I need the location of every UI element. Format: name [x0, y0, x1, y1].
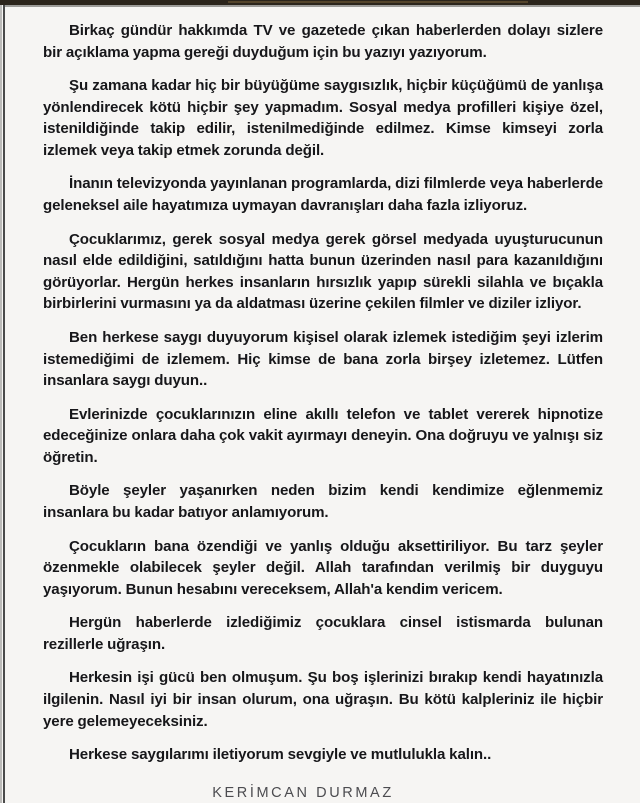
author-signature: KERİMCAN DURMAZ [212, 784, 394, 801]
statement-body [43, 20, 603, 801]
statement-paragraph: Hergün haberlerde izlediğimiz çocuklara cinsel istismarda bulunan rezillerle uğraşın. [43, 614, 603, 653]
scan-top-rule [3, 5, 640, 7]
scan-left-edge-shadow [0, 5, 2, 803]
statement-paragraph: Evlerinizde çocuklarınızın eline akıllı telefon ve tablet vererek hipnotize edeceğinize onlara daha çok vakit ayırmayı deneyin. Ona doğruyu ve yalnışı siz öğretin. [43, 405, 603, 466]
statement-paragraph: Böyle şeyler yaşanırken neden bizim kendi kendimize eğlenmemiz insanlara bu kadar batıyor anlamıyorum. [43, 482, 603, 521]
statement-paragraph: Herkese saygılarımı iletiyorum sevgiyle ve mutlulukla kalın.. [69, 746, 492, 764]
scan-top-edge-highlight [228, 1, 528, 3]
statement-paragraph: İnanın televizyonda yayınlanan programlarda, dizi filmlerde veya haberlerde geleneksel aile hayatımıza uymayan davranışları daha fazla izliyoruz. [43, 175, 603, 215]
statement-paragraph: Ben herkese saygı duyuyorum kişisel olarak izlemek istediğim şeyi izlerim istemediğimi de izlemem. Hiç kimse de bana zorla birşey izletemez. Lütfen insanlara saygı duyun.. [43, 328, 603, 390]
statement-paragraph: Çocuklarımız, gerek sosyal medya gerek görsel medyada uyuşturucunun nasıl elde edildiğini, satıldığını hatta bunun üzerinden nasıl para kazanıldığını görüyorlar. Hergün herkes insanların hırsızlık yapıp sürekli silahla ve bıçakla birbirlerini vurmasını ya da aldatması üzerine çekilen filmler ve diziler izliyor. [43, 230, 603, 313]
statement-paragraph: Şu zamana kadar hiç bir büyüğüme saygısızlık, hiçbir küçüğümü de yanlışa yönlendirecek kötü hiçbir şey yapmadım. Sosyal medya profilleri kişiye özel, istenildiğinde takip edilir, istenilmediğinde edilmez. Kimse kimseyi zorla izlemek veya takip etmek zorunda değil. [43, 77, 603, 159]
scan-left-rule [3, 5, 5, 803]
statement-paragraph: Birkaç gündür hakkımda TV ve gazetede çıkan haberlerden dolayı sizlere bir açıklama yapma gereği duyduğum için bu yazıyı yazıyorum. [43, 22, 603, 61]
statement-paragraph: Çocukların bana özendiği ve yanlış olduğu aksettiriliyor. Bu tarz şeyler özenmekle olabilecek şeyler değil. Allah tarafından verilmiş bir duyguyu yaşıyorum. Bunun hesabını vereceksem, Allah'a kendim vericem. [43, 537, 603, 598]
statement-paragraph: Herkesin işi gücü ben olmuşum. Şu boş işlerinizi bırakıp kendi hayatınızla ilgilenin. Nasıl iyi bir insan olurum, ona uğraşın. Bu kötü kalpleriniz ile hiçbir yere gelemeyeceksiniz. [43, 669, 603, 730]
